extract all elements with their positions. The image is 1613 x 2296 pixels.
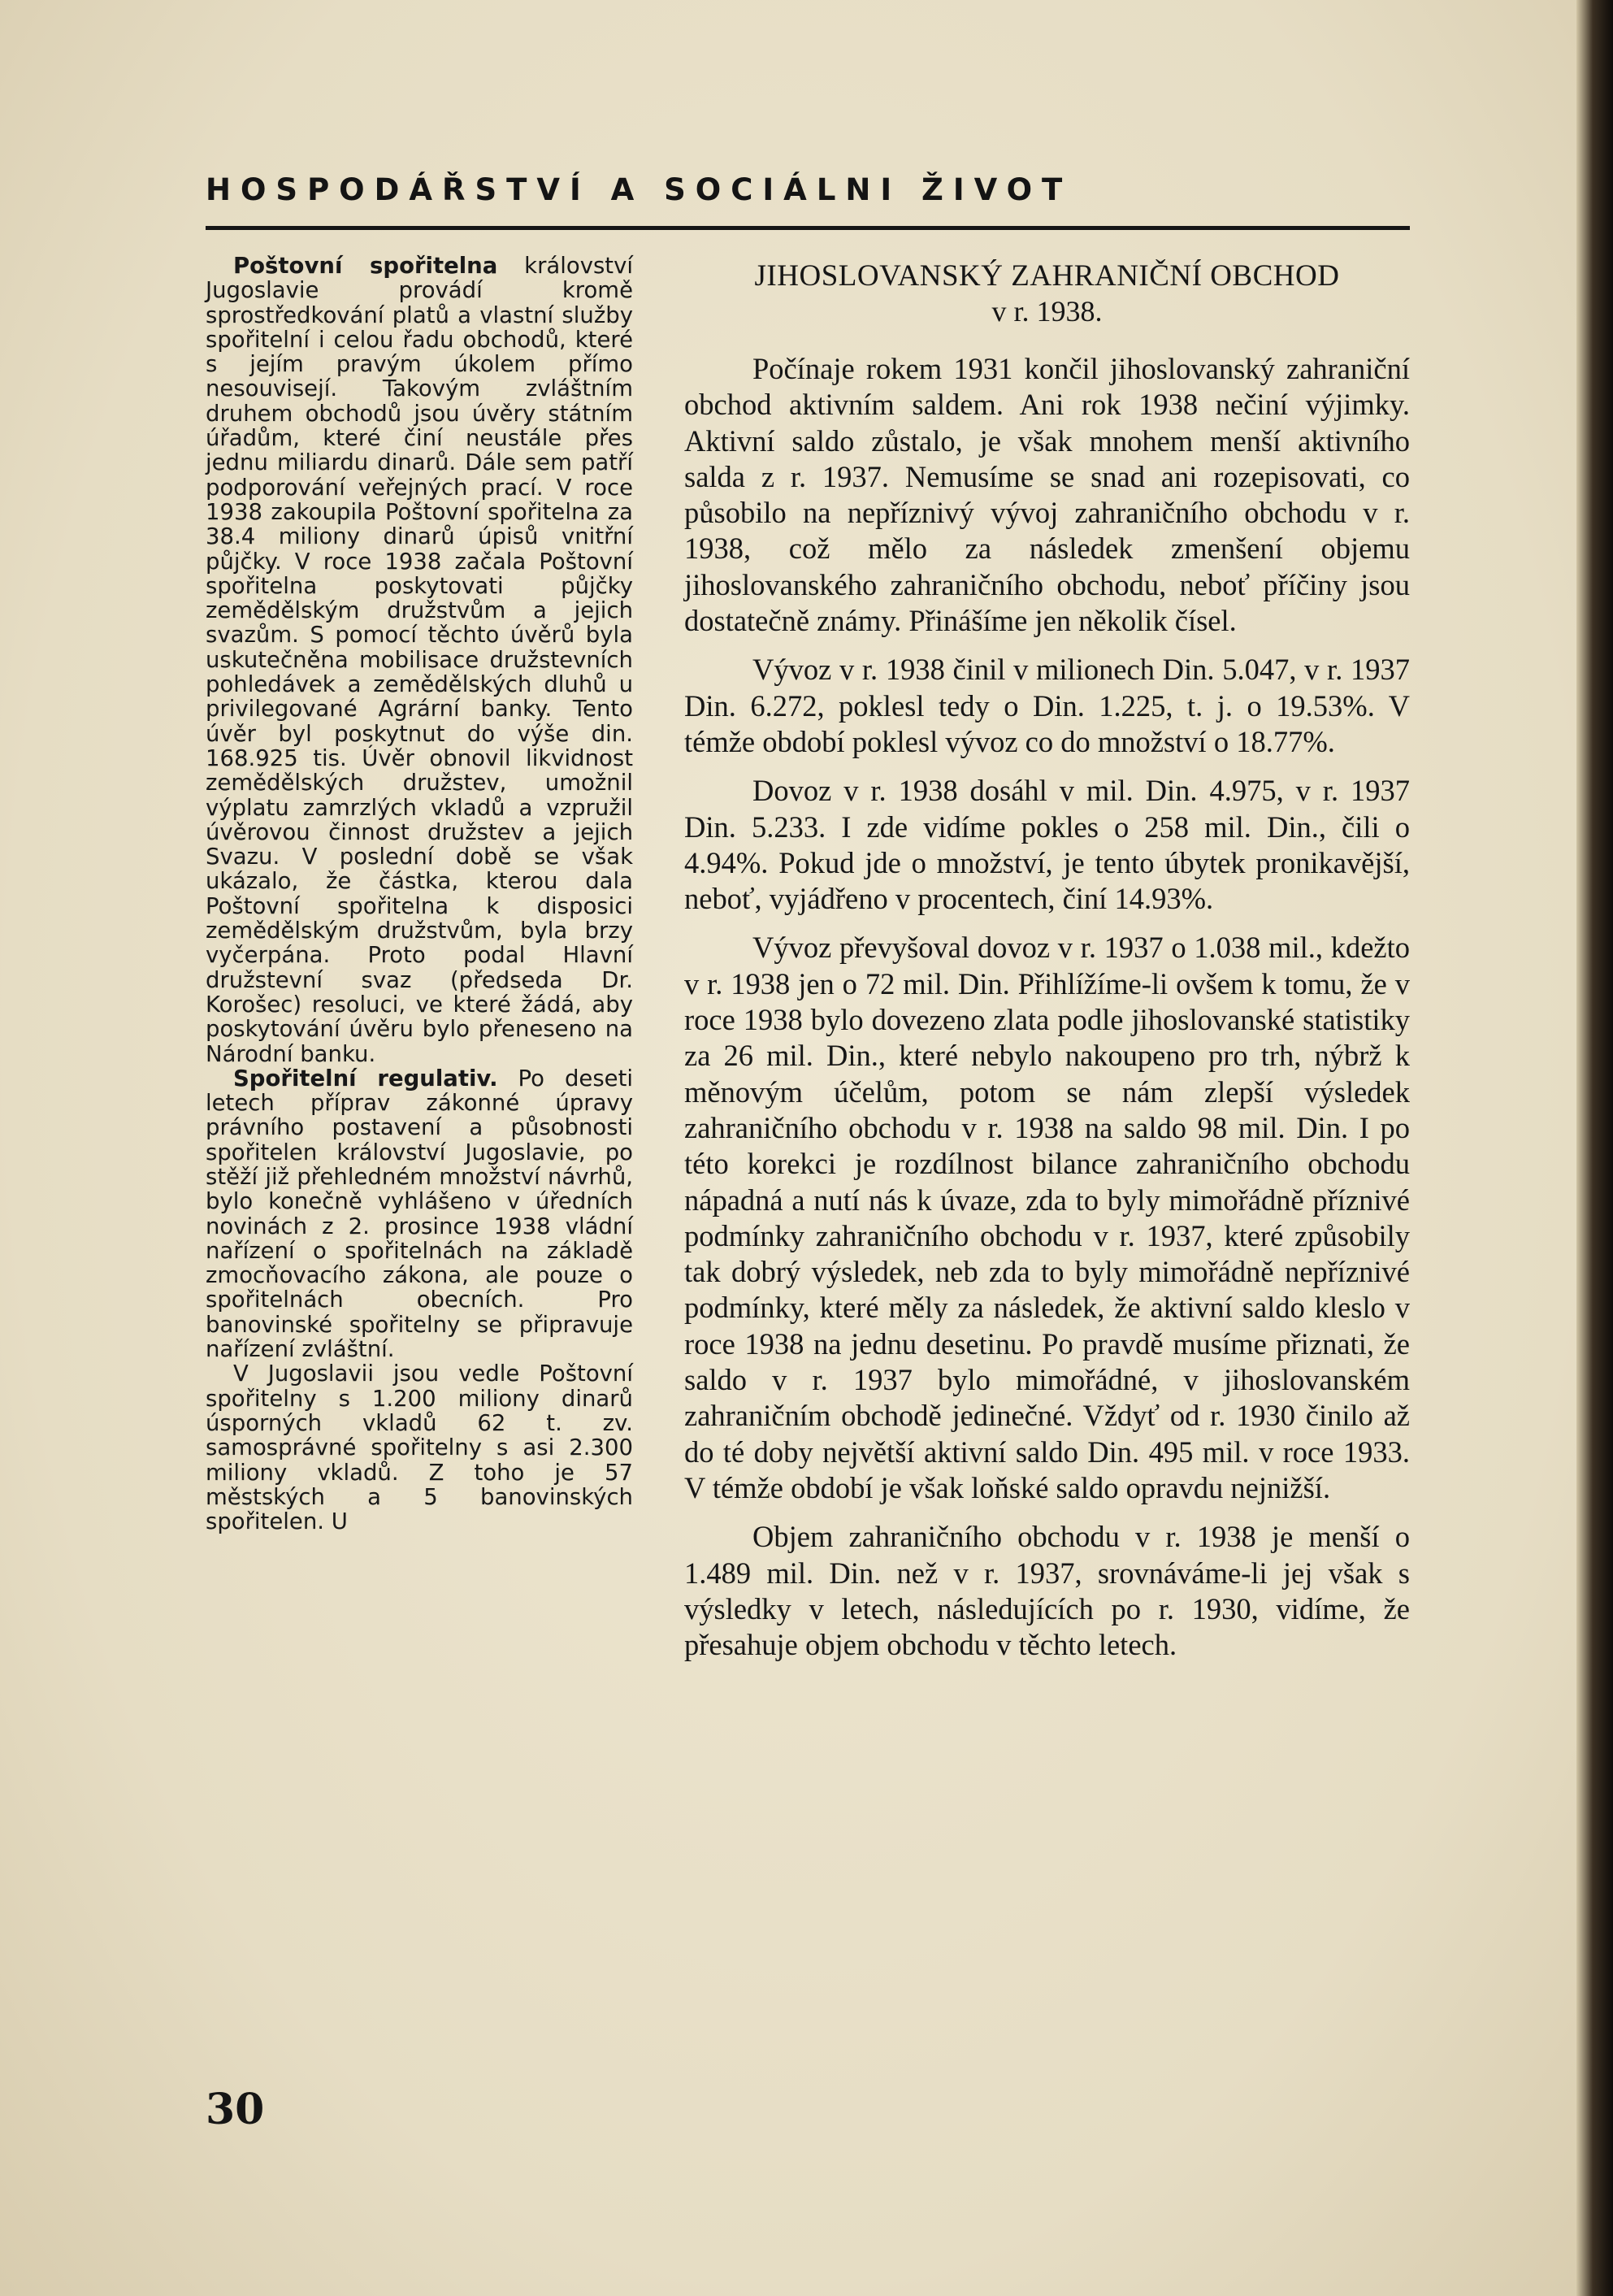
right-column xyxy=(684,258,1410,1676)
article-paragraph: Dovoz v r. 1938 dosáhl v mil. Din. 4.975, v r. 1937 Din. 5.233. I zde vidíme pokles o 258 mil. Din., čili o 4.94%. Pokud jde o množství, je tento úbytek pronikavější, neboť, vyjádřeno v procentech, činí 14.93%. xyxy=(684,774,1410,916)
article-paragraph: Vývoz v r. 1938 činil v milionech Din. 5.047, v r. 1937 Din. 6.272, poklesl tedy o Din. 1.225, t. j. o 19.53%. V témže období poklesl vývoz co do množství o 18.77%. xyxy=(684,653,1410,758)
article-subheading: v r. 1938. xyxy=(991,295,1103,328)
article-paragraph: Vývoz převyšoval dovoz v r. 1937 o 1.038 mil., kdežto v r. 1938 jen o 72 mil. Din. Přihlížíme-li ovšem k tomu, že v roce 1938 bylo dovezeno zlata podle jihoslovanské statistiky za 26 mil. Din., které nebylo nakoupeno pro trh, nýbrž k měnovým účelům, potom se nám zlepší výsledek zahraničního obchodu v r. 1938 na saldo 98 mil. Din. I po této korekci je rozdílnost bilance zahraničního obchodu nápadná a nutí nás k úvaze, zda to byly mimořádně příznivé podmínky zahraničního obchodu v r. 1937, které způsobily tak dobrý výsledek, neb zda to byly mimořádně nepříznivé podmínky, které měly za následek, že aktivní saldo kleslo v roce 1938 na jednu desetinu. Po pravdě musíme přiznati, že saldo v r. 1937 bylo mimořádné, v jihoslovanském zahraničním obchodě jedinečné. Vždyť od r. 1930 činilo až do té doby největší aktivní saldo Din. 495 mil. v roce 1933. V témže období je však loňské saldo opravdu nejnižší. xyxy=(684,931,1410,1504)
article-heading: JIHOSLOVANSKÝ ZAHRANIČNÍ OBCHOD xyxy=(754,259,1340,293)
text-regulation: Po deseti letech příprav zákonné úpravy právního postavení a působnosti spořitelen království Jugoslavie, po stěží již přehledném množství návrhů, bylo konečně vyhlášeno v úředních novinách z 2. prosince 1938 vládní nařízení o spořitelnách na základě zmocňovacího zákona, ale pouze o spořitelnách obecních. Pro banovinské spořitelny se připravuje nařízení zvláštní. xyxy=(206,1065,633,1363)
header-rule xyxy=(206,226,1410,230)
page-number: 30 xyxy=(206,2085,265,2134)
left-paragraph-savings-banks: V Jugoslavii jsou vedle Poštovní spořitelny s 1.200 miliony dinarů úsporných vkladů 62 t. zv. samosprávné spořitelny s asi 2.300 miliony vkladů. Z toho je 57 městských a 5 banovinských spořitelen. U xyxy=(206,1361,633,1535)
article-paragraph: Objem zahraničního obchodu v r. 1938 je menší o 1.489 mil. Din. než v r. 1937, srovnáváme-li jej však s výsledky v letech, následujících po r. 1930, vidíme, že přesahuje objem obchodu v těchto letech. xyxy=(684,1520,1410,1662)
running-header: HOSPODÁŘSTVÍ A SOCIÁLNI ŽIVOT xyxy=(206,172,1073,207)
left-column xyxy=(206,254,633,1534)
left-paragraph-regulation xyxy=(206,1066,633,1362)
text-postal-savings: království Jugoslavie provádí kromě sprostředkování platů a vlastní služby spořitelní i celou řadu obchodů, které s jejím pravým úkolem přímo nesouvisejí. Takovým zvláštním druhem obchodů jsou úvěry státním úřadům, které činí neustále přes jednu miliardu dinarů. Dále sem patří podporování veřejných prací. V roce 1938 zakoupila Poštovní spořitelna za 38.4 miliony dinarů úpisů vnitřní půjčky. V roce 1938 začala Poštovní spořitelna poskytovati půjčky zemědělským družstvům a jejich svazům. S pomocí těchto úvěrů byla uskutečněna mobilisace družstevních pohledávek a zemědělských dluhů u privilegované Agrární banky. Tento úvěr byl poskytnut do výše din. 168.925 tis. Úvěr obnovil likvidnost zemědělských družstev, umožnil výplatu zamrzlých vkladů a vzpružil úvěrovou činnost družstev a jejich Svazu. V poslední době se však ukázalo, že částka, kterou dala Poštovní spořitelna k disposici zemědělským družstvům, byla brzy vyčerpána. Proto podal Hlavní družstevní svaz (předseda Dr. Korošec) resoluci, ve které žádá, aby poskytování úvěru bylo přeneseno na Národní banku. xyxy=(206,253,633,1067)
lead-postal-savings: Poštovní spořitelna xyxy=(233,253,498,279)
lead-regulation: Spořitelní regulativ. xyxy=(233,1065,498,1092)
article-paragraph: Počínaje rokem 1931 končil jihoslovanský zahraniční obchod aktivním saldem. Ani rok 1938 nečiní výjimky. Aktivní saldo zůstalo, je však mnohem menší aktivního salda z r. 1937. Nemusíme se snad ani rozepisovati, co působilo na nepříznivý vývoj zahraničního obchodu v r. 1938, což mělo za následek zmenšení objemu jihoslovanského zahraničního obchodu, neboť příčiny jsou dostatečně známy. Přinášíme jen několik čísel. xyxy=(684,352,1410,638)
page-edge-shadow xyxy=(1576,0,1613,2296)
left-paragraph-postal-savings xyxy=(206,254,633,1066)
